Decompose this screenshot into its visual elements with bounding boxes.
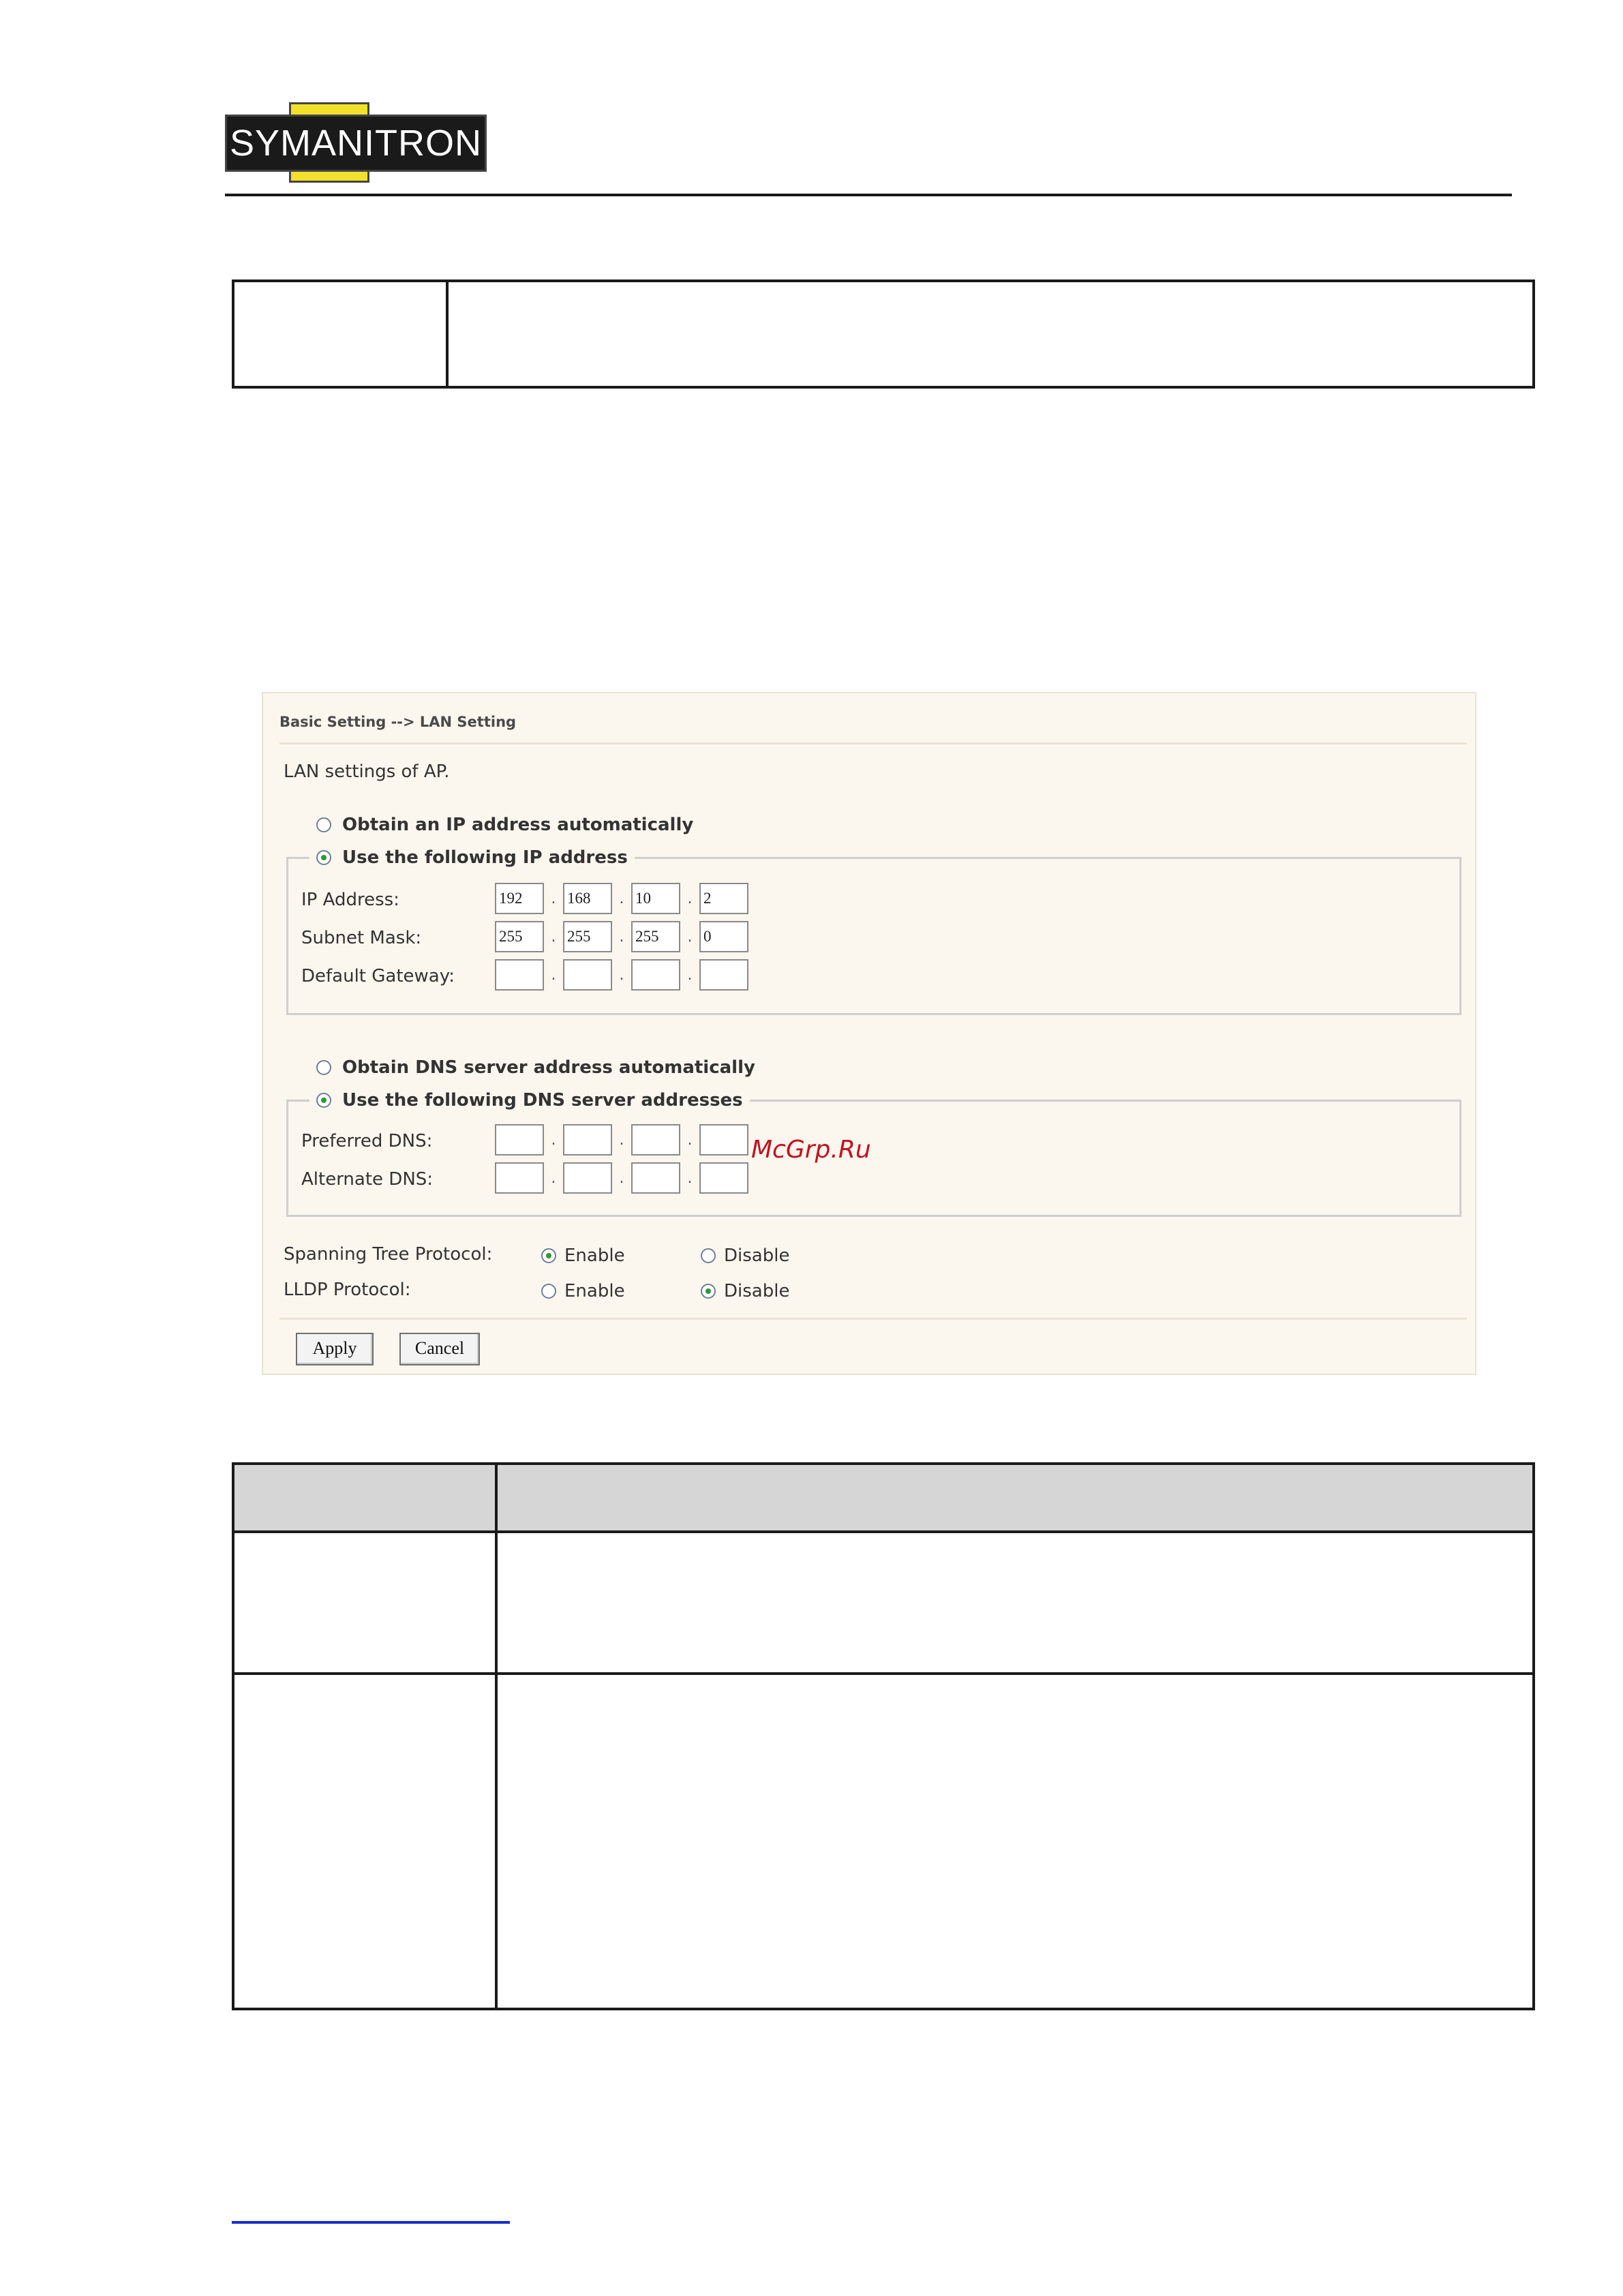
default-gateway-octet-4[interactable] <box>699 959 748 991</box>
default-gateway-input <box>495 959 748 991</box>
alternate-dns-label: Alternate DNS: <box>301 1169 434 1190</box>
table-header-cell <box>496 1464 1534 1532</box>
alternate-dns-octet-4[interactable] <box>699 1162 748 1194</box>
preferred-dns-octet-1[interactable] <box>495 1124 544 1155</box>
preferred-dns-octet-2[interactable] <box>563 1124 612 1155</box>
octet-separator: . <box>619 928 624 946</box>
subnet-mask-octet-4[interactable]: 0 <box>699 921 748 952</box>
spanning-tree-enable-label: Enable <box>564 1245 625 1266</box>
preferred-dns-input <box>495 1124 748 1155</box>
logo-text: SYMANITRON <box>229 123 483 164</box>
subnet-mask-octet-3[interactable]: 255 <box>631 921 680 952</box>
subnet-mask-label: Subnet Mask: <box>301 928 422 948</box>
ip-auto-option[interactable] <box>316 815 693 835</box>
octet-separator: . <box>687 928 693 946</box>
table-header-cell <box>233 1464 496 1532</box>
alternate-dns-octet-3[interactable] <box>631 1162 680 1194</box>
subnet-mask-octet-2[interactable]: 255 <box>563 921 612 952</box>
octet-separator: . <box>687 1169 693 1187</box>
table-cell <box>496 1532 1534 1674</box>
buttons-divider <box>279 1318 1467 1320</box>
preferred-dns-label: Preferred DNS: <box>301 1131 433 1151</box>
spanning-tree-label: Spanning Tree Protocol: <box>284 1244 493 1265</box>
spanning-tree-enable-option[interactable] <box>541 1245 625 1266</box>
alternate-dns-octet-1[interactable] <box>495 1162 544 1194</box>
ip-manual-label: Use the following IP address <box>342 847 628 868</box>
octet-separator: . <box>551 1131 556 1149</box>
spanning-tree-disable-label: Disable <box>724 1245 790 1266</box>
lldp-disable-radio[interactable] <box>701 1284 716 1299</box>
description-table <box>232 1462 1535 2010</box>
lldp-enable-label: Enable <box>564 1281 625 1301</box>
ip-address-octet-1[interactable]: 192 <box>495 883 544 914</box>
octet-separator: . <box>619 966 624 984</box>
lldp-label: LLDP Protocol: <box>284 1280 411 1300</box>
octet-separator: . <box>619 1131 624 1149</box>
spanning-tree-disable-option[interactable] <box>701 1245 789 1266</box>
table-cell <box>233 1532 496 1674</box>
lldp-enable-radio[interactable] <box>541 1284 556 1299</box>
default-gateway-octet-3[interactable] <box>631 959 680 991</box>
preferred-dns-octet-4[interactable] <box>699 1124 748 1155</box>
spanning-tree-disable-radio[interactable] <box>701 1248 716 1263</box>
header-rule <box>225 194 1512 196</box>
table-cell <box>233 1674 496 2009</box>
octet-separator: . <box>551 890 556 907</box>
dns-fieldset <box>286 1100 1461 1217</box>
dns-auto-label: Obtain DNS server address automatically <box>342 1057 755 1078</box>
table-cell <box>496 1674 1534 2009</box>
lldp-enable-option[interactable] <box>541 1281 625 1301</box>
top-table-cell-label <box>233 281 447 387</box>
ip-fieldset <box>286 857 1461 1015</box>
alternate-dns-octet-2[interactable] <box>563 1162 612 1194</box>
ip-address-label: IP Address: <box>301 890 399 910</box>
lldp-disable-label: Disable <box>724 1281 790 1301</box>
watermark: McGrp.Ru <box>751 1136 871 1164</box>
top-table-cell-text <box>447 281 1534 387</box>
dns-manual-label: Use the following DNS server addresses <box>342 1090 743 1111</box>
company-logo <box>225 115 487 172</box>
octet-separator: . <box>687 966 693 984</box>
subnet-mask-octet-1[interactable]: 255 <box>495 921 544 952</box>
dns-manual-option[interactable] <box>309 1090 750 1111</box>
ip-address-input <box>495 883 748 914</box>
ip-auto-label: Obtain an IP address automatically <box>342 815 694 835</box>
lan-settings-panel <box>262 692 1476 1375</box>
octet-separator: . <box>687 1131 693 1149</box>
breadcrumb: Basic Setting --> LAN Setting <box>279 714 517 730</box>
lldp-disable-option[interactable] <box>701 1281 789 1301</box>
octet-separator: . <box>619 890 624 907</box>
default-gateway-octet-2[interactable] <box>563 959 612 991</box>
cancel-button[interactable]: Cancel <box>399 1333 480 1365</box>
panel-intro: LAN settings of AP. <box>284 761 450 782</box>
octet-separator: . <box>551 1169 556 1187</box>
dns-auto-option[interactable] <box>316 1057 755 1078</box>
dns-manual-radio[interactable] <box>316 1093 331 1108</box>
breadcrumb-divider <box>279 742 1467 744</box>
subnet-mask-input <box>495 921 748 952</box>
top-doc-table <box>232 280 1535 389</box>
preferred-dns-octet-3[interactable] <box>631 1124 680 1155</box>
spanning-tree-enable-radio[interactable] <box>541 1248 556 1263</box>
ip-address-octet-3[interactable]: 10 <box>631 883 680 914</box>
default-gateway-octet-1[interactable] <box>495 959 544 991</box>
apply-button[interactable]: Apply <box>296 1333 374 1365</box>
ip-manual-radio[interactable] <box>316 850 331 865</box>
ip-address-octet-4[interactable]: 2 <box>699 883 748 914</box>
footer-link[interactable] <box>232 2221 510 2224</box>
dns-auto-radio[interactable] <box>316 1060 331 1075</box>
octet-separator: . <box>619 1169 624 1187</box>
ip-auto-radio[interactable] <box>316 817 331 832</box>
octet-separator: . <box>551 966 556 984</box>
octet-separator: . <box>551 928 556 946</box>
alternate-dns-input <box>495 1162 748 1194</box>
default-gateway-label: Default Gateway: <box>301 966 455 986</box>
octet-separator: . <box>687 890 693 907</box>
ip-address-octet-2[interactable]: 168 <box>563 883 612 914</box>
ip-manual-option[interactable] <box>309 847 635 868</box>
